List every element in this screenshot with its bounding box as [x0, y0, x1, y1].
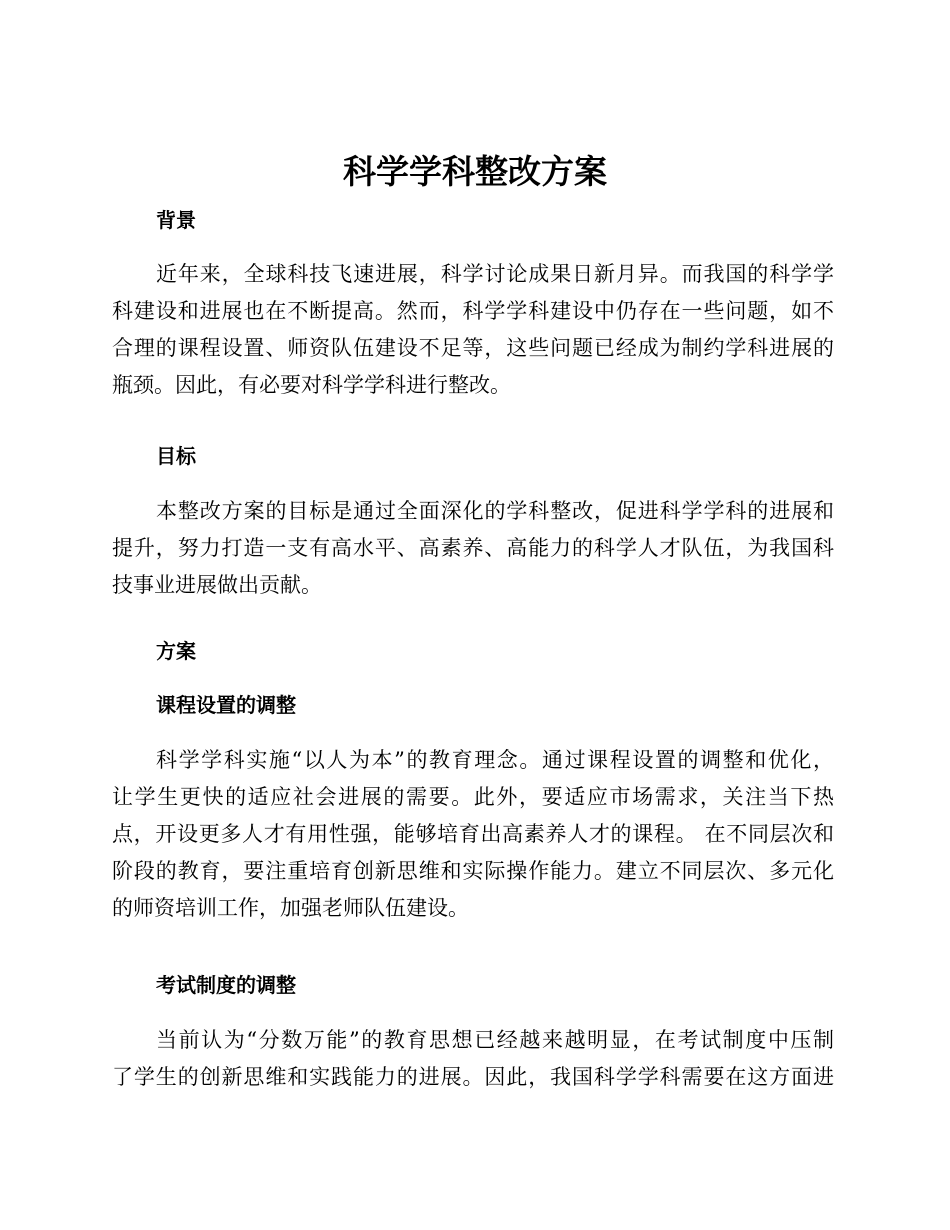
section-heading-goal: 目标 [156, 444, 196, 468]
section-heading-background: 背景 [156, 208, 196, 232]
paragraph-line: 阶段的教育，要注重培育创新思维和实际操作能力。建立不同层次、多元化 [112, 859, 834, 883]
document-title: 科学学科整改方案 [343, 152, 607, 191]
paragraph-line: 科学学科实施“以人为本”的教育理念。通过课程设置的调整和优化， [156, 748, 834, 772]
paragraph-line: 合理的课程设置、师资队伍建设不足等，这些问题已经成为制约学科进展的 [112, 336, 834, 360]
section-paragraph-curriculum [112, 742, 834, 927]
section-paragraph-goal [112, 493, 834, 604]
section-heading-curriculum: 课程设置的调整 [156, 693, 296, 717]
section-heading-plan: 方案 [156, 639, 196, 663]
paragraph-line: 让学生更快的适应社会进展的需要。此外，要适应市场需求，关注当下热 [112, 785, 834, 809]
paragraph-line: 技事业进展做出贡献。 [112, 573, 322, 597]
paragraph-line: 瓶颈。因此，有必要对科学学科进行整改。 [112, 373, 511, 397]
section-paragraph-exam [112, 1022, 834, 1096]
paragraph-line: 本整改方案的目标是通过全面深化的学科整改，促进科学学科的进展和 [156, 499, 834, 523]
section-paragraph-background [112, 256, 834, 404]
section-heading-exam: 考试制度的调整 [156, 973, 296, 997]
paragraph-line: 提升，努力打造一支有高水平、高素养、高能力的科学人才队伍，为我国科 [112, 536, 834, 560]
paragraph-line: 近年来，全球科技飞速进展，科学讨论成果日新月异。而我国的科学学 [156, 262, 834, 286]
paragraph-line: 点，开设更多人才有用性强，能够培育出高素养人才的课程。 在不同层次和 [112, 822, 834, 846]
paragraph-line: 科建设和进展也在不断提高。然而，科学学科建设中仍存在一些问题，如不 [112, 299, 834, 323]
paragraph-line: 的师资培训工作，加强老师队伍建设。 [112, 896, 469, 920]
paragraph-line: 当前认为“分数万能”的教育思想已经越来越明显，在考试制度中压制 [156, 1028, 834, 1052]
paragraph-line: 了学生的创新思维和实践能力的进展。因此，我国科学学科需要在这方面进 [112, 1065, 834, 1089]
